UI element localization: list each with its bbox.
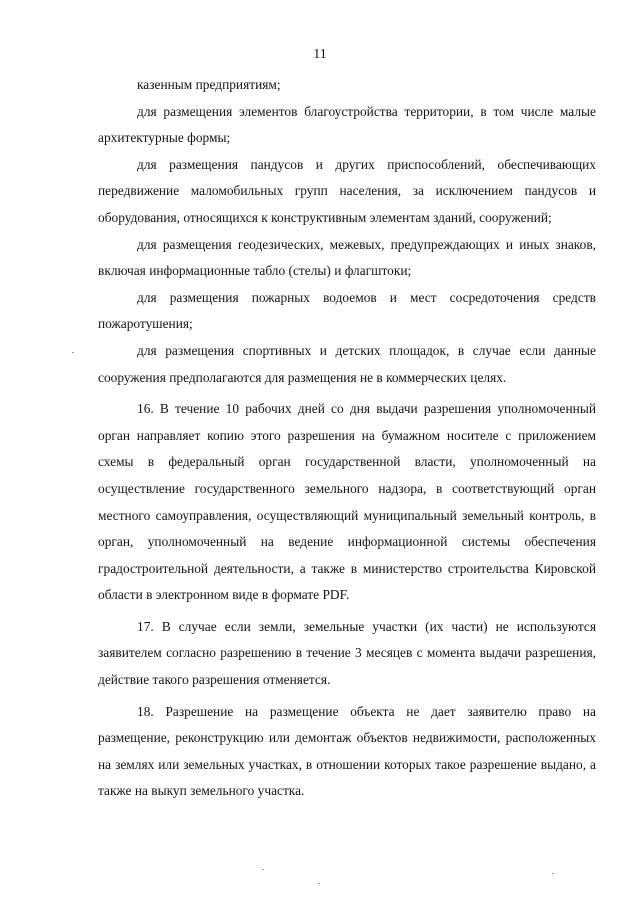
paragraph-znaki: для размещения геодезических, межевых, предупреждающих и иных знаков, включая информационные табло (стелы) и флагштоки; [98, 236, 596, 279]
paragraph-pandusy: для размещения пандусов и других приспособлений, обеспечивающих передвижение маломобильных групп населения, за исключением пандусов и оборудования, относящихся к конструктивным элементам зданий, сооружений; [98, 156, 596, 225]
clause-16: 16. В течение 10 рабочих дней со дня выдачи разрешения уполномоченный орган направляет копию этого разрешения на бумажном носителе с приложением схемы в федеральный орган государственной власти, уполномоченный на осуществление государственного земельного надзора, в соответствующий орган местного самоуправления, осуществляющий муниципальный земельный контроль, в орган, уполномоченный на ведение информационной системы обеспечения градостроительной деятельности, а также в министерство строительства Кировской области в электронном виде в формате PDF. [98, 401, 596, 603]
paragraph-ploshchadki: для размещения спортивных и детских площадок, в случае если данные сооружения предполагаются для размещения не в коммерческих целях. [98, 342, 596, 385]
clause-18: 18. Разрешение на размещение объекта не дает заявителю право на размещение, реконструкцию или демонтаж объектов недвижимости, расположенных на землях или земельных участках, в отношении которых такое разрешение выдано, а также на выкуп земельного участка. [98, 703, 596, 799]
paragraph-vodoemy: для размещения пожарных водоемов и мест сосредоточения средств пожаротушения; [98, 289, 596, 332]
scan-speck [318, 883, 320, 884]
scan-speck [72, 352, 74, 353]
scan-speck [262, 869, 264, 870]
paragraph-kazennym: казенным предприятиям; [137, 77, 281, 92]
scan-speck [552, 873, 554, 874]
document-body [98, 72, 596, 805]
paragraph-blagoustroystvo: для размещения элементов благоустройства территории, в том числе малые архитектурные формы; [98, 103, 596, 146]
clause-17: 17. В случае если земли, земельные участки (их части) не используются заявителем согласно разрешению в течение 3 месяцев с момента выдачи разрешения, действие такого разрешения отменяется. [98, 618, 596, 688]
page-number: 11 [313, 47, 327, 62]
